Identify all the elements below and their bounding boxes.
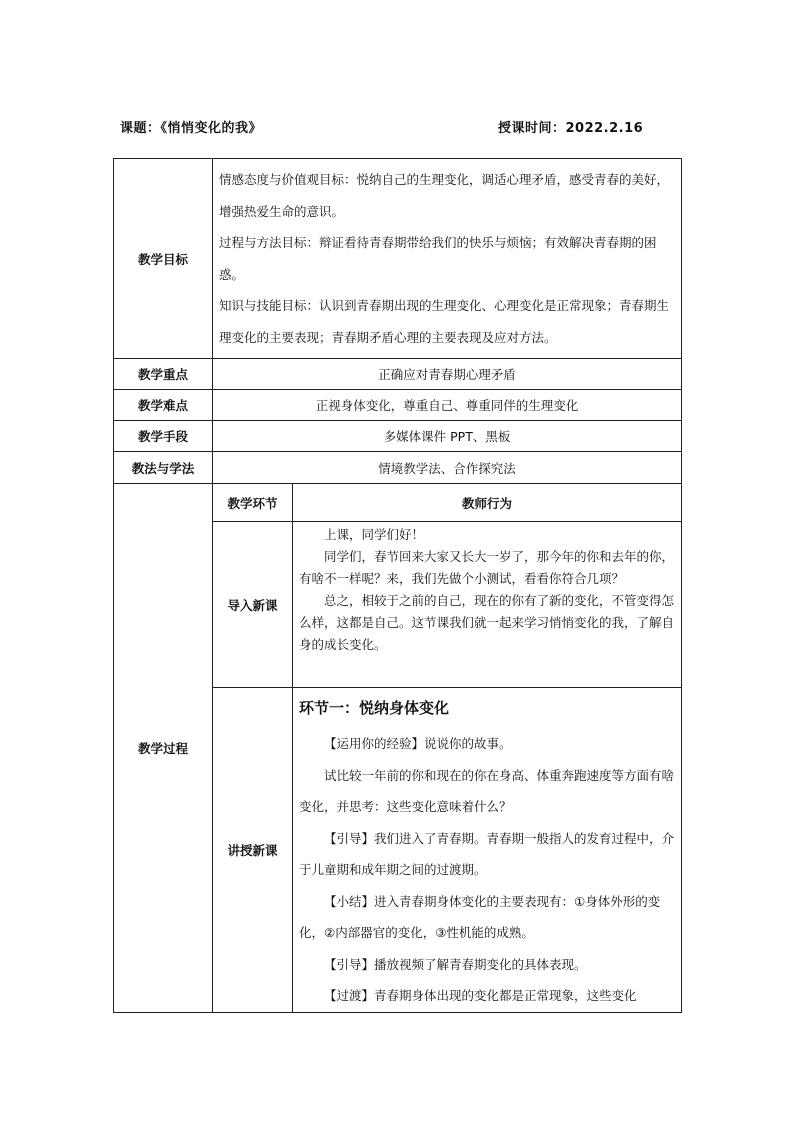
goal-process: 过程与方法目标：辩证看待青春期带给我们的快乐与烦恼；有效解决青春期的困惑。 [219, 235, 657, 282]
methods-row [114, 452, 682, 484]
means-label: 教学手段 [114, 421, 213, 452]
methods-label: 教法与学法 [114, 452, 213, 484]
process-label: 教学过程 [114, 484, 213, 1013]
means-row [114, 421, 682, 452]
goal-attitude: 情感态度与价值观目标：悦纳自己的生理变化，调适心理矛盾，感受青春的美好，增强热爱生命的意识。 [219, 172, 670, 219]
intro-content [293, 522, 682, 688]
key-label: 教学重点 [114, 359, 213, 390]
key-value: 正确应对青春期心理矛盾 [213, 359, 682, 390]
lecture-paragraph: 【过渡】青春期身体出现的变化都是正常现象，这些变化 [324, 988, 637, 1003]
process-header-row [114, 484, 682, 522]
lecture-paragraph: 【小结】进入青春期身体变化的主要表现有：①身体外形的变化，②内部器官的变化，③性机能的成熟。 [299, 893, 661, 940]
lesson-date: 授课时间：2022.2.16 [498, 121, 644, 136]
methods-value: 情境教学法、合作探究法 [213, 452, 682, 484]
lecture-stage: 讲授新课 [213, 688, 293, 1013]
teacher-column-header: 教师行为 [293, 484, 682, 522]
intro-paragraph: 总之，相较于之前的自己，现在的你有了新的变化，不管变得怎么样，这都是自己。这节课我们就一起来学习悄悄变化的我，了解自身的成长变化。 [299, 593, 675, 652]
difficulty-row [114, 390, 682, 421]
goals-label: 教学目标 [114, 159, 213, 359]
lesson-plan-table [113, 158, 682, 1013]
difficulty-label: 教学难点 [114, 390, 213, 421]
goal-knowledge: 知识与技能目标：认识到青春期出现的生理变化、心理变化是正常现象；青春期生理变化的主要表现；青春期矛盾心理的主要表现及应对方法。 [219, 298, 670, 345]
intro-paragraph: 同学们，春节回来大家又长大一岁了，那今年的你和去年的你，有啥不一样呢？来，我们先做个小测试，看看你符合几项？ [299, 549, 675, 586]
lecture-paragraph: 【引导】我们进入了青春期。青春期一般指人的发育过程中，介于儿童期和成年期之间的过渡期。 [299, 830, 675, 877]
intro-paragraph: 上课，同学们好！ [324, 527, 425, 542]
lecture-paragraph: 【运用你的经验】说说你的故事。 [324, 736, 512, 751]
stage-column-header: 教学环节 [213, 484, 293, 522]
goals-row [114, 159, 682, 359]
topic-title: 课题：《悄悄变化的我》 [120, 121, 263, 136]
means-value: 多媒体课件 PPT、黑板 [213, 421, 682, 452]
difficulty-value: 正视身体变化，尊重自己、尊重同伴的生理变化 [213, 390, 682, 421]
intro-stage: 导入新课 [213, 522, 293, 688]
lecture-paragraph: 【引导】播放视频了解青春期变化的具体表现。 [324, 956, 587, 972]
lecture-paragraph: 试比较一年前的你和现在的你在身高、体重奔跑速度等方面有啥变化，并思考：这些变化意味着什么？ [299, 767, 675, 814]
key-row [114, 359, 682, 390]
section-title: 环节一：悦纳身体变化 [299, 699, 450, 717]
lecture-content [293, 688, 682, 1013]
goals-content [213, 159, 682, 359]
